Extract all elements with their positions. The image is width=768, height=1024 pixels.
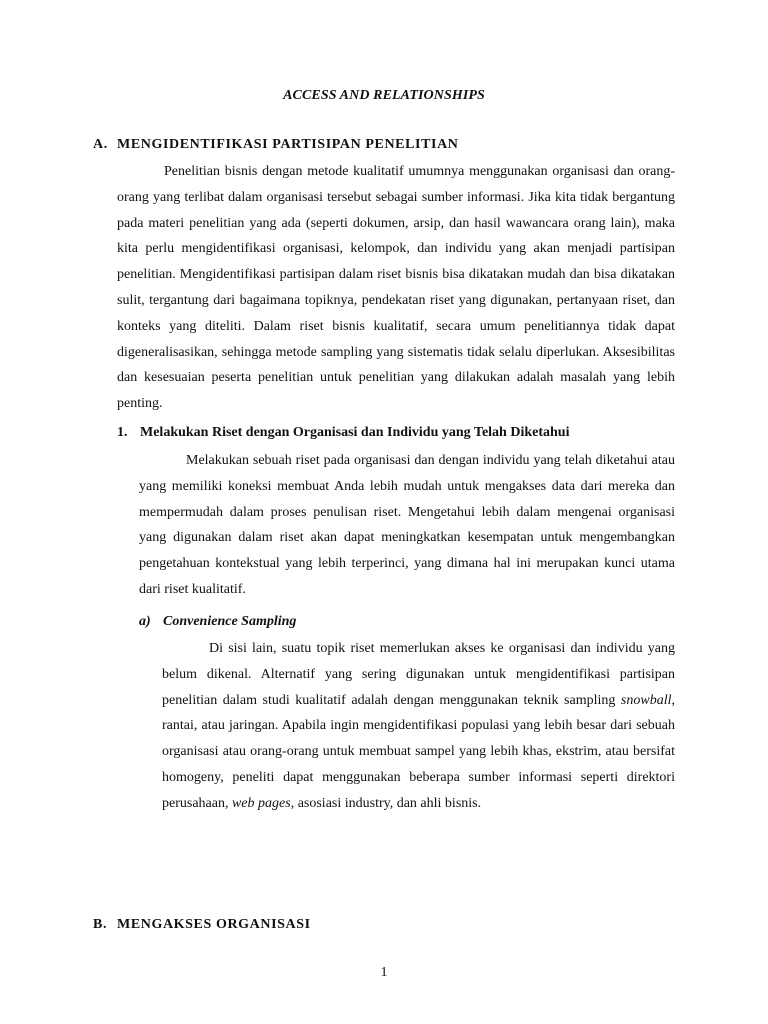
subsection-a-italic-snowball: snowball <box>620 692 672 708</box>
subsection-a-text-3: , asosiasi industry, dan ahli bisnis. <box>290 795 482 811</box>
subsection-a-text-2: , rantai, atau jaringan. Apabila ingin mengidentifikasi populasi yang lebih besar dari sebuah organisasi atau orang-orang untuk membuat sampel yang lebih khas, ekstrim, atau bersifat homogeny, peneliti dapat menggunakan beberapa sumber informasi seperti direktori perusahaan, <box>162 692 675 811</box>
subsection-a-text-1: Di sisi lain, suatu topik riset memerlukan akses ke organisasi dan individu yang belum dikenal. Alternatif yang sering digunakan untuk mengidentifikasi partisipan penelitian dalam studi kualitatif adalah dengan menggunakan teknik sampling <box>162 641 675 708</box>
subsection-a-italic-web-pages: web pages <box>231 795 291 811</box>
section-a-heading <box>93 137 459 153</box>
subsection-a-heading <box>139 614 296 630</box>
subsection-a-paragraph <box>162 636 675 817</box>
section-a-letter: A. <box>93 137 108 152</box>
section-b-letter: B. <box>93 917 108 932</box>
subsection-a-number: a) <box>139 614 151 629</box>
page-number: 1 <box>380 965 388 980</box>
section-a-title: MENGIDENTIFIKASI PARTISIPAN PENELITIAN <box>117 137 459 152</box>
subsection-a-title: Convenience Sampling <box>163 614 297 629</box>
subsection-1-number: 1. <box>117 425 128 440</box>
subsection-1-title: Melakukan Riset dengan Organisasi dan Individu yang Telah Diketahui <box>140 425 570 440</box>
document-title: ACCESS AND RELATIONSHIPS <box>283 88 485 103</box>
subsection-1-paragraph: Melakukan sebuah riset pada organisasi dan dengan individu yang telah diketahui atau yang memiliki koneksi membuat Anda lebih mudah untuk mengakses data dari mereka dan mempermudah dalam proses penulisan riset. Mengetahui lebih dalam mengenai organisasi yang digunakan dalam riset akan dapat meningkatkan kesempatan untuk mengembangkan pengetahuan kontekstual yang lebih terperinci, yang dimana hal ini merupakan kunci utama dari riset kualitatif. <box>139 453 675 597</box>
section-b-heading <box>93 917 311 933</box>
subsection-1-heading <box>117 425 569 441</box>
section-b-title: MENGAKSES ORGANISASI <box>117 917 311 932</box>
section-a-paragraph: Penelitian bisnis dengan metode kualitatif umumnya menggunakan organisasi dan orang-orang yang terlibat dalam organisasi tersebut sebagai sumber informasi. Jika kita tidak bergantung pada materi penelitian yang ada (seperti dokumen, arsip, dan hasil wawancara orang lain), maka kita perlu mengidentifikasi organisasi, kelompok, dan individu yang akan menjadi partisipan penelitian. Mengidentifikasi partisipan dalam riset bisnis bisa dikatakan mudah dan bisa dikatakan sulit, tergantung dari bagaimana topiknya, pendekatan riset yang digunakan, pertanyaan riset, dan konteks yang diteliti. Dalam riset bisnis kualitatif, secara umum penelitiannya tidak dapat digeneralisasikan, sehingga metode sampling yang sistematis tidak selalu diperlukan. Aksesibilitas dan kesesuaian peserta penelitian untuk penelitian yang dilakukan adalah masalah yang lebih penting. <box>117 164 675 412</box>
